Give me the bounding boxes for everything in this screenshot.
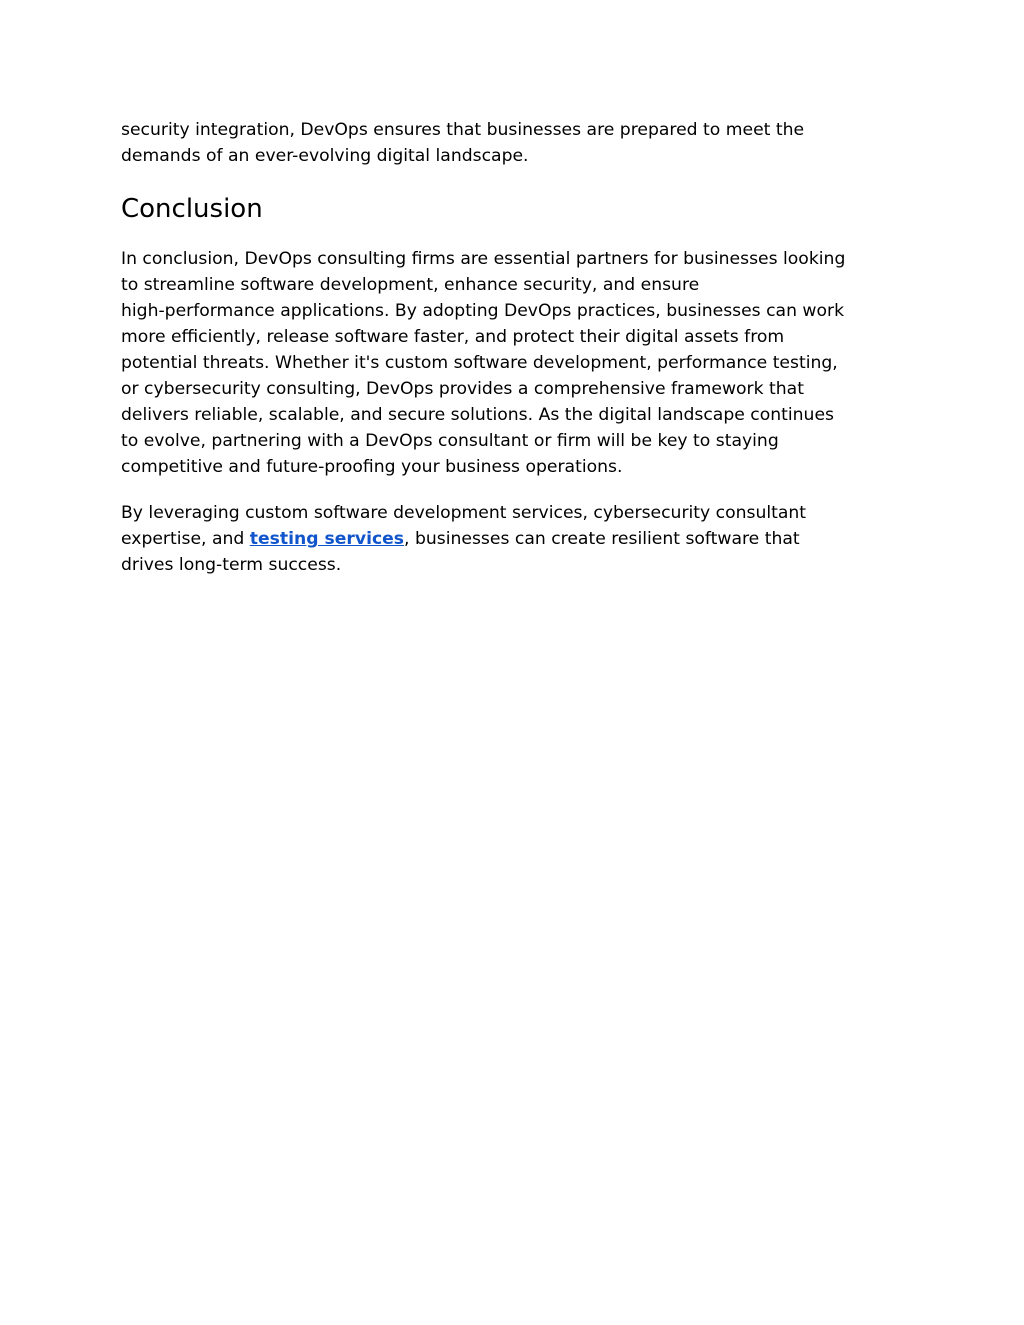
final-paragraph — [121, 500, 911, 578]
conclusion-line-9: competitive and future-proofing your business operations. — [121, 457, 623, 477]
final-line-2-after: , businesses can create resilient software that — [404, 529, 800, 549]
testing-services-link[interactable]: testing services — [249, 529, 405, 549]
conclusion-line-2: to streamline software development, enhance security, and ensure — [121, 275, 700, 295]
conclusion-heading: Conclusion — [121, 194, 263, 224]
document-body — [121, 117, 911, 578]
final-line-2-before: expertise, and — [121, 529, 250, 549]
intro-paragraph — [121, 117, 911, 169]
conclusion-line-7: delivers reliable, scalable, and secure solutions. As the digital landscape continues — [121, 405, 834, 425]
final-line-1: By leveraging custom software development services, cybersecurity consultant — [121, 503, 807, 523]
intro-line-2: demands of an ever-evolving digital landscape. — [121, 146, 529, 166]
intro-line-1: security integration, DevOps ensures that businesses are prepared to meet the — [121, 120, 805, 140]
conclusion-line-8: to evolve, partnering with a DevOps consultant or firm will be key to staying — [121, 431, 779, 451]
conclusion-line-3: high-performance applications. By adopting DevOps practices, businesses can work — [121, 301, 845, 321]
conclusion-line-6: or cybersecurity consulting, DevOps provides a comprehensive framework that — [121, 379, 804, 399]
conclusion-line-4: more efficiently, release software faster, and protect their digital assets from — [121, 327, 785, 347]
conclusion-line-5: potential threats. Whether it's custom software development, performance testing, — [121, 353, 838, 373]
final-line-3: drives long-term success. — [121, 555, 342, 575]
final-line-2 — [121, 526, 911, 552]
conclusion-line-1: In conclusion, DevOps consulting firms are essential partners for businesses looking — [121, 249, 846, 269]
conclusion-paragraph — [121, 246, 911, 480]
